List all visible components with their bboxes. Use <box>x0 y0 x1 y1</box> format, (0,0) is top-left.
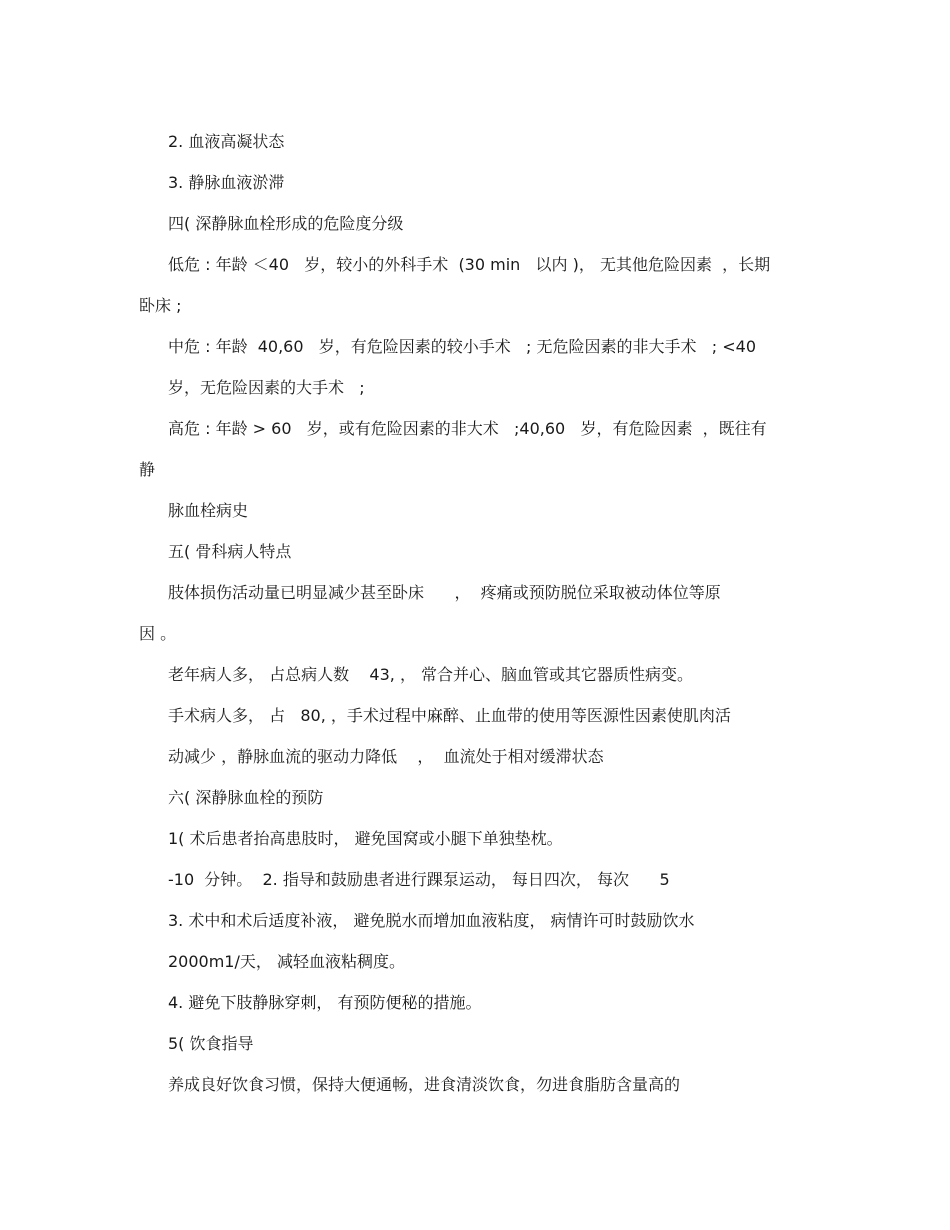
text-line-diet: 养成良好饮食习惯，保持大便通畅，进食清淡饮食，勿进食脂肪含量高的 <box>168 1075 681 1094</box>
text-line-low-risk: 低危 : 年龄 ＜40 岁，较小的外科手术 (30 min 以内 )， 无其他危险因素 ，长期 <box>168 255 771 274</box>
text-line-1: 2. 血液高凝状态 <box>168 132 285 151</box>
section-heading-4: 四( 深静脉血栓形成的危险度分级 <box>168 214 404 233</box>
text-line-ortho-3: 手术病人多， 占 80, ，手术过程中麻醉、止血带的使用等医源性因素使肌肉活 <box>168 706 731 725</box>
text-line-high-risk: 高危 : 年龄 > 60 岁，或有危险因素的非大术 ;40,60 岁，有危险因素 ，既往有 <box>168 419 767 438</box>
text-line-mid-risk-cont: 岁，无危险因素的大手术 ; <box>168 378 365 397</box>
section-heading-6: 六( 深静脉血栓的预防 <box>168 788 324 807</box>
text-line-ortho-2: 老年病人多， 占总病人数 43, ， 常合并心、脑血管或其它器质性病变。 <box>168 665 694 684</box>
text-line-low-risk-cont: 卧床 ; <box>139 296 182 315</box>
text-line-2: 3. 静脉血液淤滞 <box>168 173 285 192</box>
text-line-mid-risk: 中危 : 年龄 40,60 岁，有危险因素的较小手术 ; 无危险因素的非大手术 ; <40 <box>168 337 757 356</box>
text-line-prevent-4: 4. 避免下肢静脉穿刺， 有预防便秘的措施。 <box>168 993 482 1012</box>
text-line-ortho-3-cont: 动减少 ，静脉血流的驱动力降低 ， 血流处于相对缓滞状态 <box>168 747 604 766</box>
text-line-prevent-5: 5( 饮食指导 <box>168 1034 254 1053</box>
text-line-ortho-1: 肢体损伤活动量已明显减少甚至卧床 ， 疼痛或预防脱位采取被动体位等原 <box>168 583 721 602</box>
text-line-prevent-2: -10 分钟。 2. 指导和鼓励患者进行踝泵运动， 每日四次， 每次 5 <box>168 870 670 889</box>
section-heading-5: 五( 骨科病人特点 <box>168 542 292 561</box>
text-line-high-risk-cont-2: 脉血栓病史 <box>168 501 249 520</box>
text-line-ortho-1-cont: 因 。 <box>139 624 177 643</box>
text-line-prevent-3-cont: 2000m1/天， 减轻血液粘稠度。 <box>168 952 405 971</box>
text-line-prevent-1: 1( 术后患者抬高患肢时， 避免国窝或小腿下单独垫枕。 <box>168 829 563 848</box>
text-line-prevent-3: 3. 术中和术后适度补液， 避免脱水而增加血液粘度， 病情许可时鼓励饮水 <box>168 911 695 930</box>
text-line-high-risk-cont: 静 <box>139 460 156 479</box>
